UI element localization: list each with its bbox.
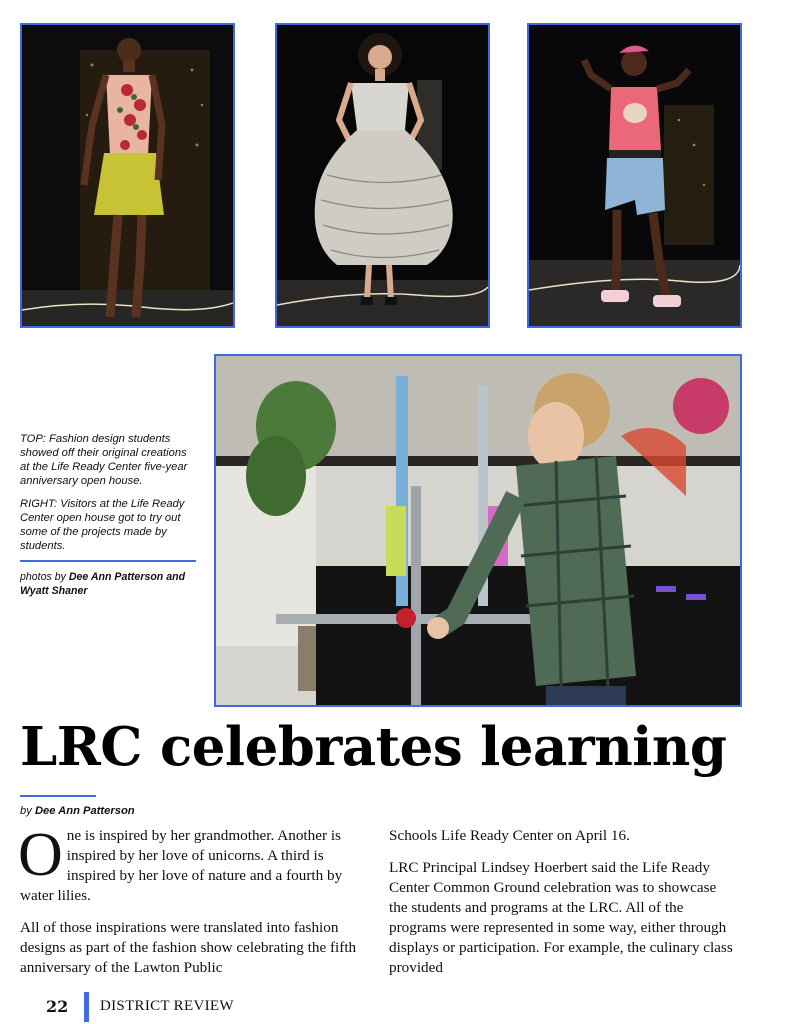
- footer-accent-bar: [84, 992, 89, 1022]
- headline: LRC celebrates learning: [20, 716, 727, 778]
- photo-credit: [20, 570, 196, 598]
- byline: [20, 805, 135, 817]
- drop-cap: O: [18, 821, 63, 889]
- page-number: 22: [46, 997, 69, 1016]
- byline-author: Dee Ann Patterson: [34, 805, 135, 817]
- caption-divider: [20, 560, 196, 562]
- byline-prefix: by: [20, 805, 35, 817]
- photo-credit-names: Dee Ann Patterson and Wyatt Shaner: [20, 571, 186, 597]
- photo-fashion-model-tshirt: [527, 23, 742, 328]
- page-footer: [20, 992, 420, 1024]
- photo-caption: [20, 432, 196, 598]
- article-column-left: [18, 821, 365, 990]
- photo-student-project-demo: [214, 354, 742, 707]
- caption-right: RIGHT: Visitors at the Life Ready Center open house got to try out some of the projects made by students.: [20, 498, 185, 552]
- article-column-right: [389, 826, 734, 990]
- caption-top: TOP: Fashion design students showed off their original creations at the Life Ready Center five-year anniversary open house.: [20, 433, 188, 487]
- publication-name: DISTRICT REVIEW: [100, 998, 234, 1014]
- article-paragraph-4: LRC Principal Lindsey Hoerbert said the Life Ready Center Common Ground celebration was to showcase the students and programs at the LRC. All of the programs were represented in some way, either through displays or participation. For example, the culinary class provided: [389, 859, 733, 976]
- photo-fashion-model-newspaper: [275, 23, 490, 328]
- article-paragraph-1: [18, 821, 365, 906]
- article-paragraph-3: Schools Life Ready Center on April 16.: [389, 827, 630, 844]
- photo-fashion-model-floral: [20, 23, 235, 328]
- article-paragraph-1-text: ne is inspired by her grandmother. Another is inspired by her love of unicorns. A third is inspired by her love of nature and a fourth by water lilies.: [20, 827, 343, 904]
- photo-credit-prefix: photos by: [20, 571, 69, 583]
- article-paragraph-2: All of those inspirations were translated into fashion designs as part of the fashion show celebrating the fifth anniversary of the Lawton Public: [20, 919, 357, 976]
- byline-divider: [20, 795, 96, 797]
